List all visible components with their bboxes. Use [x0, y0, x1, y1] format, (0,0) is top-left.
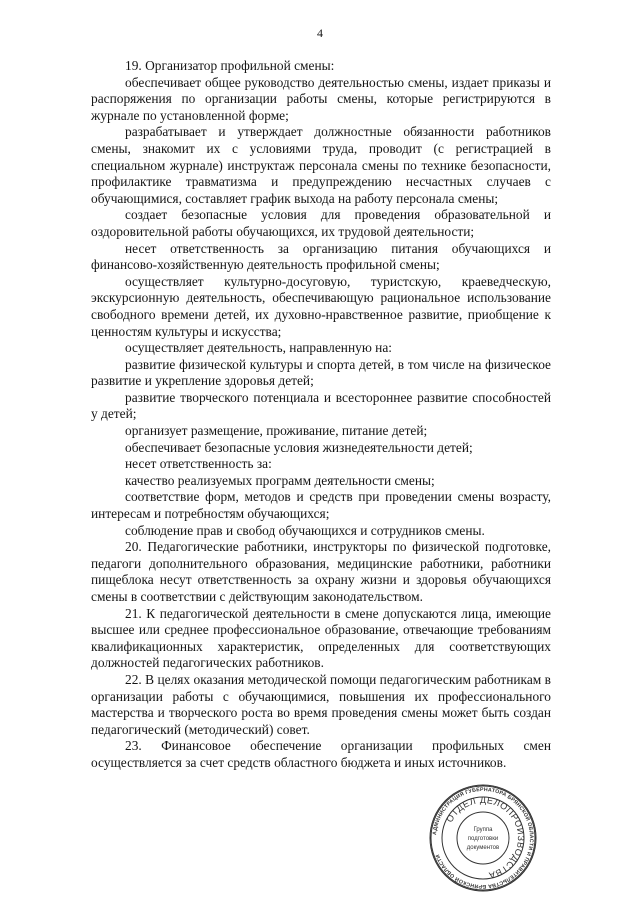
paragraph: осуществляет культурно-досуговую, туристскую, краеведческую, экскурсионную деятельность, обеспечивающую рациональное использование свободного времени детей, их духовно-нравственное развитие, приобщение к ценностям культуры и искусства; [91, 273, 551, 339]
paragraph: развитие творческого потенциала и всестороннее развитие способностей у детей; [91, 389, 551, 422]
paragraph: несет ответственность за: [125, 456, 272, 472]
stamp-middle-text: ОТДЕЛ ДЕЛОПРОИЗВОДСТВА [444, 794, 527, 881]
paragraph: создает безопасные условия для проведения образовательной и оздоровительной работы обучающихся, их трудовой деятельности; [91, 207, 551, 239]
paragraph: разрабатывает и утверждает должностные обязанности работников смены, знакомит их с условиями труда, проводит (с регистрацией в специальном журнале) инструктаж персонала смены по технике безопасности, профилактике травматизма и предупреждению несчастных случаев с обучающимися, составляет график выхода на работу персонала смены; [91, 124, 551, 206]
stamp-outer-text: АДМИНИСТРАЦИЯ ГУБЕРНАТОРА БРЯНСКОЙ ОБЛАСТИ И ПРАВИТЕЛЬСТВА БРЯНСКОЙ ОБЛАСТИ [432, 786, 535, 890]
stamp-center-line: документов [466, 845, 500, 851]
paragraph: качество реализуемых программ деятельности смены; [125, 472, 435, 488]
stamp-center-line: Группа [473, 827, 493, 833]
paragraph: соответствие форм, методов и средств при проведении смены возрасту, интересам и потребностям обучающихся; [91, 489, 551, 522]
paragraph: 22. В целях оказания методической помощи педагогическим работникам в организации работы с обучающимися, повышения их профессионального мастерства и творческого роста во время проведения смены может быть создан педагогический (методический) совет. [91, 671, 551, 737]
paragraph: осуществляет деятельность, направленную на: [125, 340, 393, 356]
paragraph: развитие физической культуры и спорта детей, в том числе на физическое развитие и укрепление здоровья детей; [91, 356, 551, 389]
paragraph: 21. К педагогической деятельности в смене допускаются лица, имеющие высшее или среднее профессиональное образование, отвечающие требованиям квалификационных характеристик, определенных для соответствующих должностей педагогических работников. [91, 605, 551, 671]
paragraph: соблюдение прав и свобод обучающихся и сотрудников смены. [125, 522, 485, 538]
page-number: 4 [317, 26, 323, 40]
paragraph: обеспечивает общее руководство деятельностью смены, издает приказы и распоряжения по организации работы смены, которые регистрируются в журнале по установленной форме; [91, 74, 551, 123]
document-body [91, 58, 551, 772]
paragraph: 23. Финансовое обеспечение организации профильных смен осуществляется за счет средств областного бюджета и иных источников. [91, 738, 551, 770]
paragraph: 20. Педагогические работники, инструкторы по физической подготовке, педагоги дополнительного образования, медицинские работники, работники пищеблока несут ответственность за охрану жизни и здоровья обучающихся смены в соответствии с действующим законодательством. [91, 539, 551, 604]
paragraph: 19. Организатор профильной смены: [125, 58, 335, 73]
paragraph: организует размещение, проживание, питание детей; [125, 423, 428, 439]
stamp-center-line: подготовки [467, 836, 499, 842]
department-stamp [428, 783, 538, 893]
paragraph: обеспечивает безопасные условия жизнедеятельности детей; [125, 439, 473, 455]
paragraph: несет ответственность за организацию питания обучающихся и финансово-хозяйственную деятельность профильной смены; [91, 240, 551, 273]
